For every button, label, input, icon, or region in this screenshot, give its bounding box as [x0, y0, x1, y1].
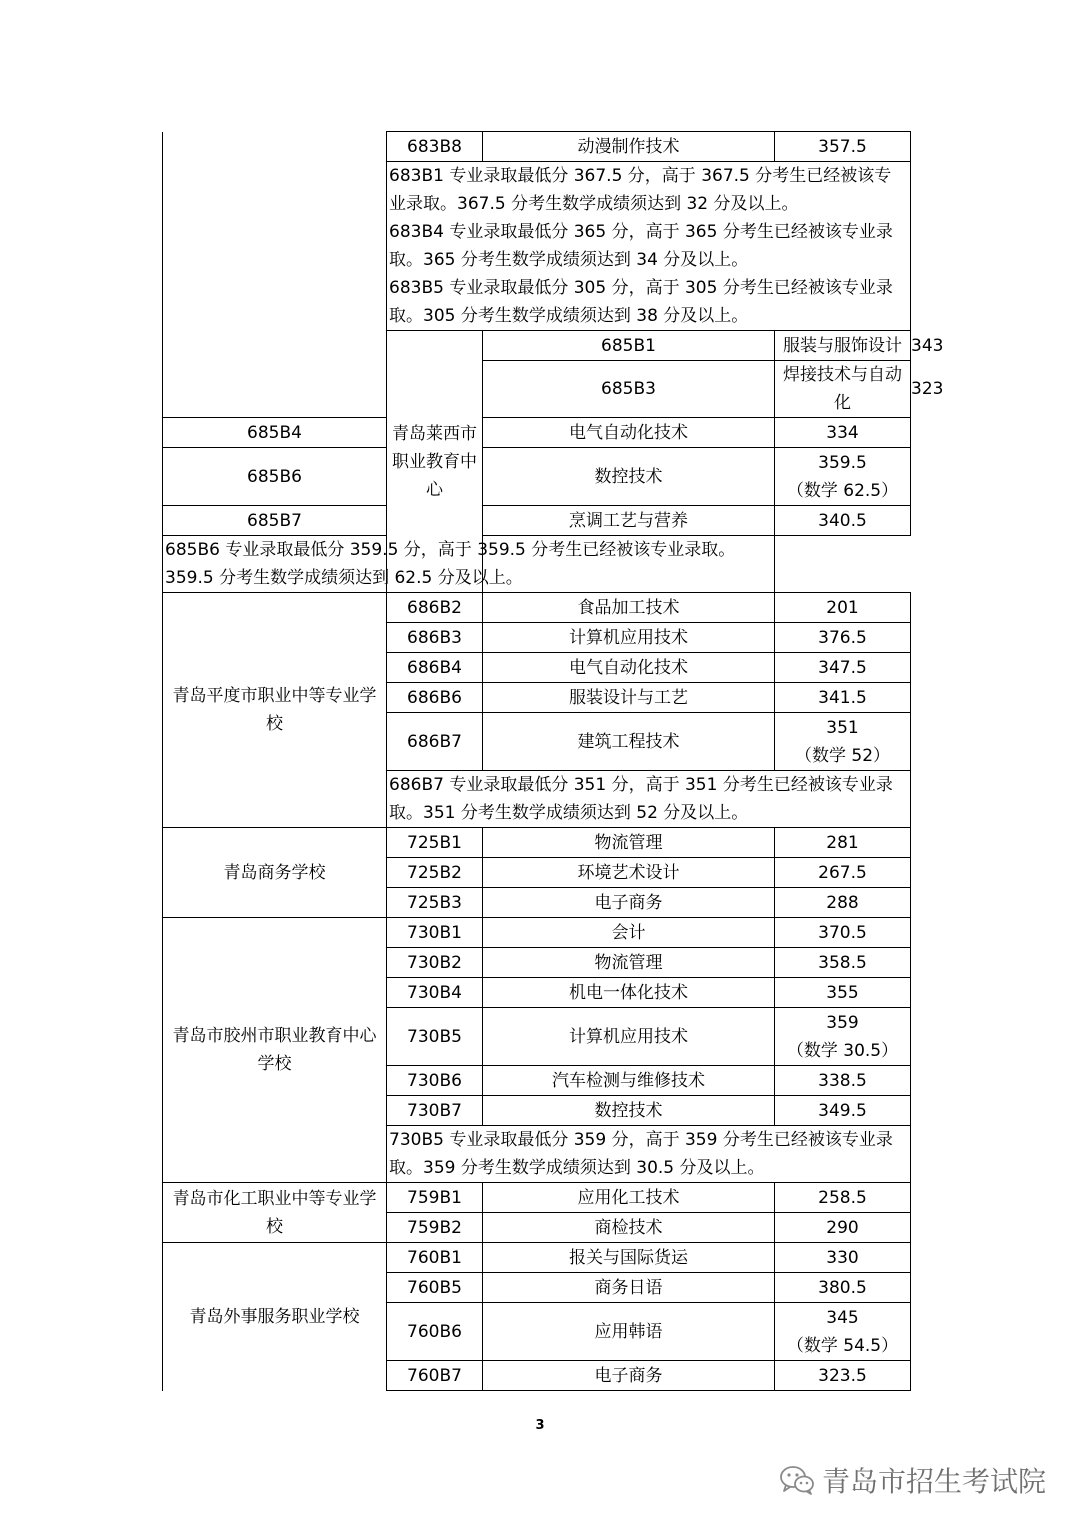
table-row — [163, 418, 911, 448]
school-name: 青岛莱西市职业教育中心 — [387, 331, 483, 593]
score-value: 349.5 — [818, 1100, 867, 1121]
table-row — [163, 828, 911, 858]
major-name: 烹调工艺与营养 — [483, 506, 775, 536]
school-name: 青岛市胶州市职业教育中心学校 — [163, 918, 387, 1183]
min-score — [775, 1183, 911, 1213]
table-row: 青岛莱西市职业教育中心 685B1 服装与服饰设计 343 — [163, 331, 911, 361]
min-score — [775, 918, 911, 948]
school-name: 青岛平度市职业中等专业学校 — [163, 593, 387, 828]
table-row — [163, 506, 911, 536]
major-code: 759B2 — [387, 1213, 483, 1243]
major-code: 730B4 — [387, 978, 483, 1008]
major-name: 汽车检测与维修技术 — [483, 1066, 775, 1096]
score-value: 258.5 — [818, 1187, 867, 1208]
score-value: 340.5 — [818, 510, 867, 531]
score-value: 358.5 — [818, 952, 867, 973]
score-value: 330 — [826, 1247, 859, 1268]
major-code: 760B7 — [387, 1361, 483, 1391]
min-score — [775, 683, 911, 713]
major-name: 物流管理 — [483, 948, 775, 978]
major-name: 商务日语 — [483, 1273, 775, 1303]
school-name: 青岛市化工职业中等专业学校 — [163, 1183, 387, 1243]
min-score — [775, 1243, 911, 1273]
min-score — [775, 623, 911, 653]
major-name: 电气自动化技术 — [483, 653, 775, 683]
major-code: 685B7 — [163, 506, 387, 536]
major-name: 服装与服饰设计 — [775, 331, 911, 361]
score-value: 341.5 — [818, 687, 867, 708]
major-code: 685B3 — [483, 361, 775, 418]
major-code: 730B6 — [387, 1066, 483, 1096]
math-requirement: （数学 52） — [794, 745, 891, 766]
school-name: 青岛外事服务职业学校 — [163, 1243, 387, 1391]
note-row — [163, 536, 911, 593]
admission-note — [163, 536, 775, 593]
note-paragraph: 730B5 专业录取最低分 359 分，高于 359 分考生已经被该专业录取。359 分考生数学成绩须达到 30.5 分及以上。 — [389, 1130, 893, 1178]
major-name: 建筑工程技术 — [483, 713, 775, 771]
major-code: 686B7 — [387, 713, 483, 771]
score-value: 288 — [826, 892, 859, 913]
note-paragraph: 685B6 专业录取最低分 359.5 分，高于 359.5 分考生已经被该专业录取。359.5 分考生数学成绩须达到 62.5 分及以上。 — [165, 540, 736, 588]
watermark-text: 青岛市招生考试院 — [821, 1465, 1046, 1498]
major-code: 725B3 — [387, 888, 483, 918]
major-code: 725B1 — [387, 828, 483, 858]
major-code: 686B4 — [387, 653, 483, 683]
school-name — [163, 132, 387, 418]
min-score — [775, 948, 911, 978]
score-value: 351 — [826, 717, 859, 738]
admission-note — [387, 162, 911, 331]
major-code: 759B1 — [387, 1183, 483, 1213]
table-row: 685B3 焊接技术与自动化 323 — [163, 361, 911, 418]
score-value: 359.5 — [818, 452, 867, 473]
score-table — [162, 131, 944, 1391]
major-name: 物流管理 — [483, 828, 775, 858]
admission-note — [387, 771, 911, 828]
score-value: 267.5 — [818, 862, 867, 883]
major-code: 730B2 — [387, 948, 483, 978]
table-row — [163, 1243, 911, 1273]
score-value: 338.5 — [818, 1070, 867, 1091]
major-code: 685B1 — [483, 331, 775, 361]
score-value: 355 — [826, 982, 859, 1003]
major-name: 食品加工技术 — [483, 593, 775, 623]
major-code: 686B3 — [387, 623, 483, 653]
major-name: 焊接技术与自动化 — [775, 361, 911, 418]
major-code: 760B6 — [387, 1303, 483, 1361]
table-row — [163, 593, 911, 623]
major-code: 730B1 — [387, 918, 483, 948]
score-value: 370.5 — [818, 922, 867, 943]
score-value: 357.5 — [818, 136, 867, 157]
major-name: 电气自动化技术 — [483, 418, 775, 448]
note-paragraph: 686B7 专业录取最低分 351 分，高于 351 分考生已经被该专业录取。351 分考生数学成绩须达到 52 分及以上。 — [389, 775, 893, 823]
math-requirement: （数学 62.5） — [786, 480, 899, 501]
admission-score-table — [162, 131, 944, 1391]
major-name: 计算机应用技术 — [483, 1008, 775, 1066]
major-name: 应用化工技术 — [483, 1183, 775, 1213]
school-name: 青岛商务学校 — [163, 828, 387, 918]
major-name: 环境艺术设计 — [483, 858, 775, 888]
major-name: 数控技术 — [483, 448, 775, 506]
note-paragraph: 683B1 专业录取最低分 367.5 分，高于 367.5 分考生已经被该专业录取。367.5 分考生数学成绩须达到 32 分及以上。 — [389, 166, 892, 214]
score-value: 290 — [826, 1217, 859, 1238]
note-paragraph: 683B5 专业录取最低分 305 分，高于 305 分考生已经被该专业录取。305 分考生数学成绩须达到 38 分及以上。 — [389, 278, 893, 326]
page-number: 3 — [535, 1418, 545, 1433]
math-requirement: （数学 30.5） — [786, 1040, 899, 1061]
major-name: 应用韩语 — [483, 1303, 775, 1361]
math-requirement: （数学 54.5） — [786, 1335, 899, 1356]
major-name: 电子商务 — [483, 1361, 775, 1391]
major-name: 动漫制作技术 — [483, 132, 775, 162]
min-score — [775, 506, 911, 536]
table-row — [163, 132, 911, 162]
min-score — [775, 713, 911, 771]
major-name: 机电一体化技术 — [483, 978, 775, 1008]
table-row — [163, 1183, 911, 1213]
major-name: 商检技术 — [483, 1213, 775, 1243]
note-paragraph: 683B4 专业录取最低分 365 分，高于 365 分考生已经被该专业录取。365 分考生数学成绩须达到 34 分及以上。 — [389, 222, 893, 270]
major-code: 686B6 — [387, 683, 483, 713]
min-score — [775, 978, 911, 1008]
min-score — [775, 1096, 911, 1126]
table-row — [163, 448, 911, 506]
score-value: 359 — [826, 1012, 859, 1033]
min-score — [775, 888, 911, 918]
table-row — [163, 918, 911, 948]
min-score — [775, 418, 911, 448]
major-code: 686B2 — [387, 593, 483, 623]
min-score — [775, 653, 911, 683]
min-score — [775, 1066, 911, 1096]
major-code: 685B4 — [163, 418, 387, 448]
score-value: 380.5 — [818, 1277, 867, 1298]
min-score — [775, 1303, 911, 1361]
min-score — [775, 858, 911, 888]
major-code: 725B2 — [387, 858, 483, 888]
min-score — [775, 1361, 911, 1391]
admission-note — [387, 1126, 911, 1183]
major-code: 760B1 — [387, 1243, 483, 1273]
major-name: 计算机应用技术 — [483, 623, 775, 653]
min-score — [775, 1008, 911, 1066]
major-name: 会计 — [483, 918, 775, 948]
major-name: 数控技术 — [483, 1096, 775, 1126]
min-score — [775, 132, 911, 162]
score-value: 334 — [826, 422, 859, 443]
min-score — [775, 1213, 911, 1243]
score-value: 201 — [826, 597, 859, 618]
major-code: 730B5 — [387, 1008, 483, 1066]
score-value: 376.5 — [818, 627, 867, 648]
score-value: 345 — [826, 1307, 859, 1328]
min-score — [775, 1273, 911, 1303]
score-value: 323.5 — [818, 1365, 867, 1386]
major-name: 服装设计与工艺 — [483, 683, 775, 713]
major-name: 电子商务 — [483, 888, 775, 918]
major-code: 683B8 — [387, 132, 483, 162]
min-score — [775, 828, 911, 858]
major-code: 760B5 — [387, 1273, 483, 1303]
score-value: 281 — [826, 832, 859, 853]
min-score — [775, 593, 911, 623]
min-score — [775, 448, 911, 506]
wechat-icon — [778, 1464, 816, 1496]
score-value: 347.5 — [818, 657, 867, 678]
major-name: 报关与国际货运 — [483, 1243, 775, 1273]
watermark — [778, 1462, 1046, 1498]
major-code: 730B7 — [387, 1096, 483, 1126]
major-code: 685B6 — [163, 448, 387, 506]
